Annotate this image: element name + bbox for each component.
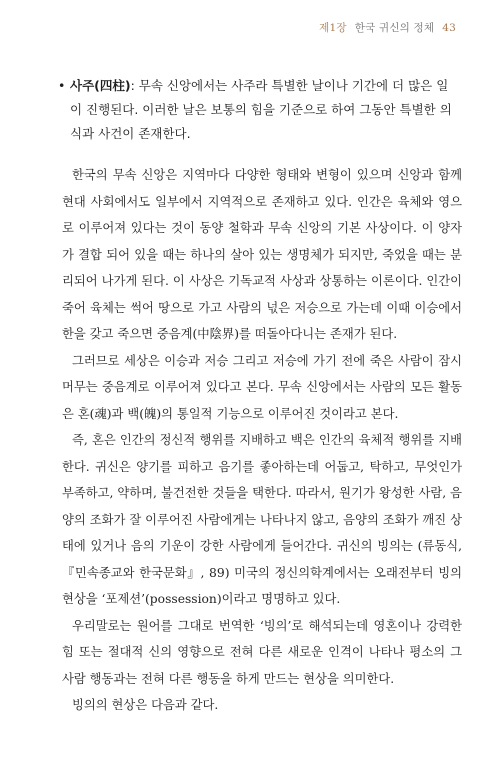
chapter-label: 제1장 bbox=[319, 22, 347, 34]
bullet-term: 사주(四柱) bbox=[70, 78, 131, 93]
paragraph-4: 우리말로는 원어를 그대로 번역한 ‘빙의’로 해석되는데 영혼이나 강력한 힘 또는 절대적 신의 영향으로 전혀 다른 새로운 인격이 나타나 평소의 그 사람 행동과는 전혀 다른 행동을 하게 만드는 현상을 의미한다. bbox=[62, 618, 462, 686]
running-header bbox=[319, 20, 456, 35]
chapter-title: 한국 귀신의 정체 bbox=[354, 22, 435, 34]
bullet-icon: • bbox=[58, 78, 66, 93]
body-text bbox=[62, 162, 462, 719]
paragraph-1 bbox=[62, 162, 462, 348]
bullet-text: : 무속 신앙에서는 사주라 특별한 날이나 기간에 더 많은 일이 진행된다. 이러한 날은 보통의 힘을 기준으로 하여 그동안 특별한 의식과 사건이 존재한다. bbox=[70, 78, 452, 141]
paragraph-2: 그러므로 세상은 이승과 저승 그리고 저승에 가기 전에 죽은 사람이 잠시 머무는 중음계로 이루어져 있다고 본다. 무속 신앙에서는 사람의 모든 활동은 혼(魂)과 백(魄)의 통일적 기능으로 이루어진 것이라고 본다. bbox=[62, 353, 462, 421]
bullet-item-saju bbox=[58, 74, 460, 146]
paragraph-3: 즉, 혼은 인간의 정신적 행위를 지배하고 백은 인간의 육체적 행위를 지배한다. 귀신은 양기를 피하고 음기를 좋아하는데 어둡고, 탁하고, 무엇인가 부족하고, 약하며, 불건전한 것들을 택한다. 따라서, 원기가 왕성한 사람, 음양의 조화가 잘 이루어진 사람에게는 나타나지 않고, 음양의 조화가 깨진 상태에 있거나 음의 기운이 강한 사람에게 들어간다. 귀신의 빙의는 (류동식, 『민속종교와 한국문화』, 89) 미국의 정신의학계에서는 오래전부터 빙의 현상을 ‘포제션’(possession)이라고 명명하고 있다. bbox=[62, 433, 462, 606]
paragraph-5: 빙의의 현상은 다음과 같다. bbox=[72, 698, 219, 712]
page-number: 43 bbox=[442, 21, 456, 34]
paragraph-1-text: 한국의 무속 신앙은 지역마다 다양한 형태와 변형이 있으며 신앙과 함께 현대 사회에서도 일부에서 지역적으로 존재하고 있다. 인간은 육체와 영으로 이루어져 있다는 것이 동양 철학과 무속 신앙의 기본 사상이다. 이 양자가 결합 되어 있을 때는 하나의 살아 있는 생명체가 되지만, 죽었을 때는 분리되어 나가게 된다. 이 사상은 기독교적 사상과 상통하는 이론이다. 인간이 죽어 육체는 썩어 땅으로 가고 사람의 넋은 저승으로 가는데 이때 이승에서 한을 갖고 죽으면 중음계(中陰界)를 떠돌아다니는 존재가 된다. bbox=[62, 168, 462, 341]
